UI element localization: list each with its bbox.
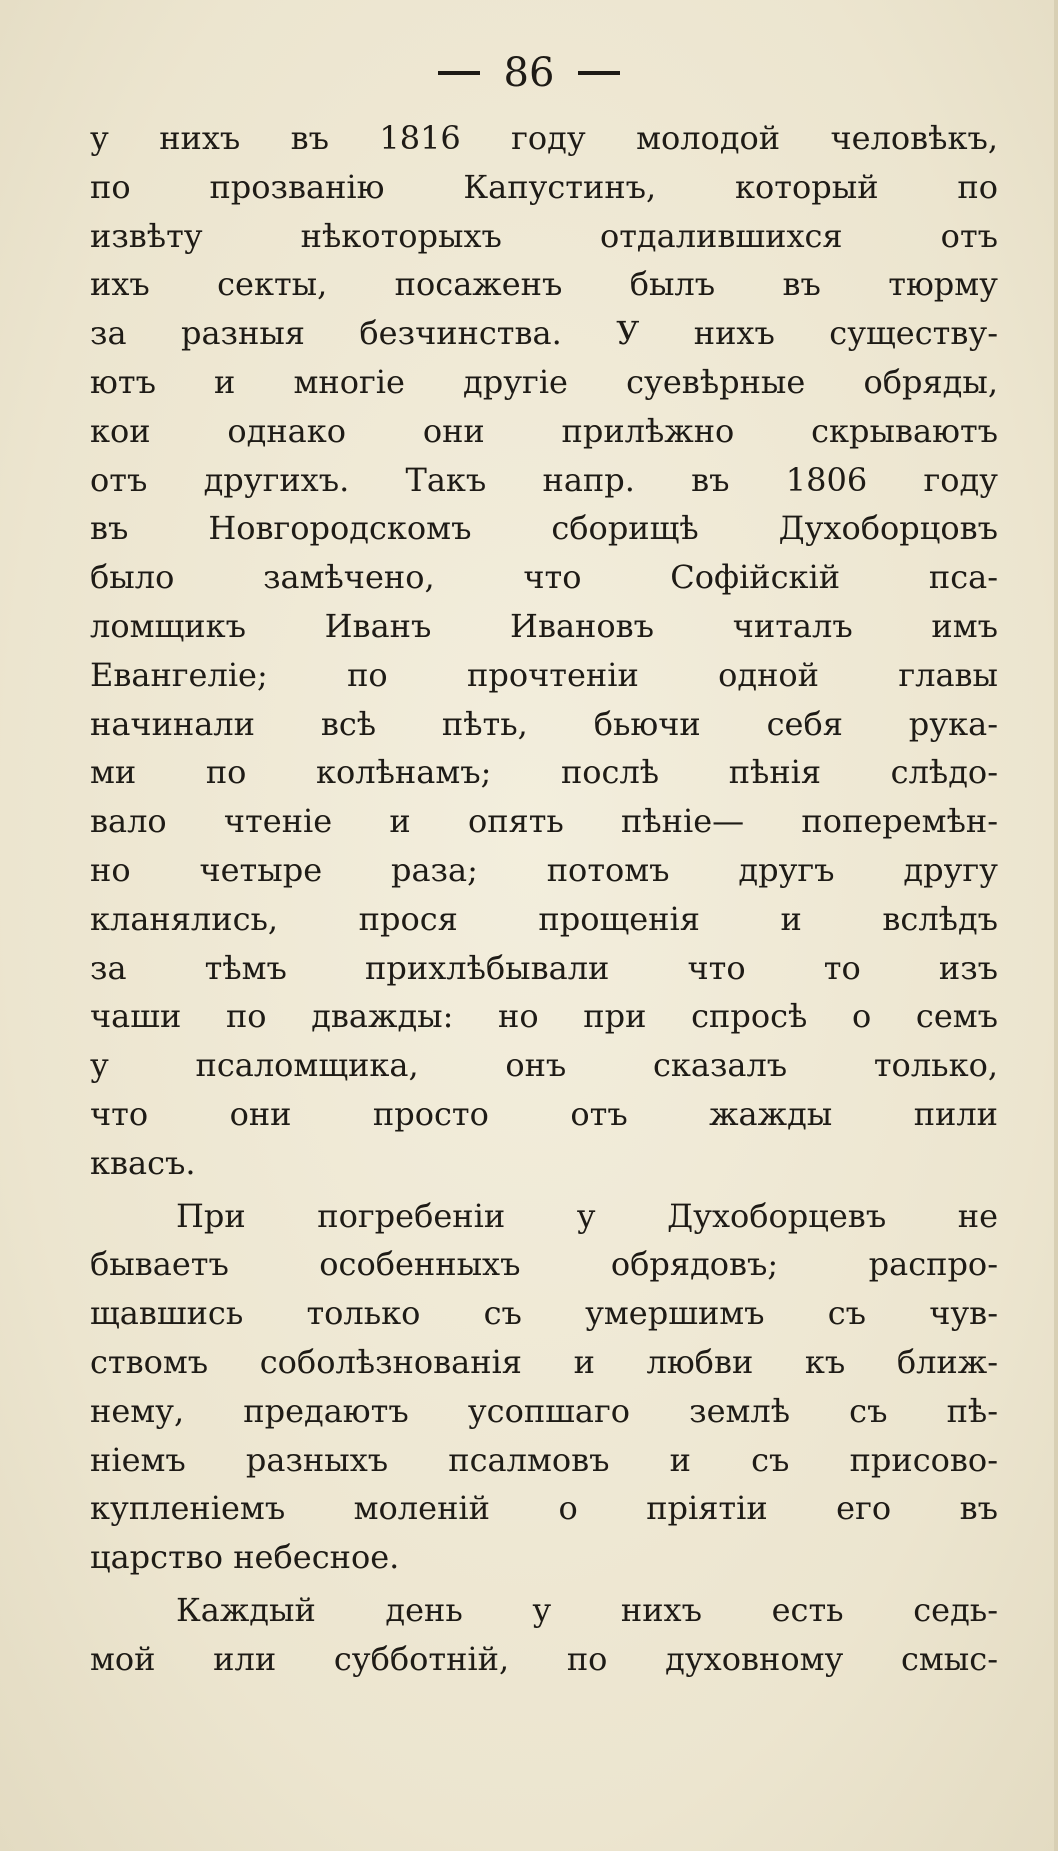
text-line: отъ другихъ. Такъ напр. въ 1806 году	[90, 460, 998, 499]
text-line: ломщикъ Иванъ Ивановъ читалъ имъ	[90, 606, 998, 645]
text-line: вало чтеніе и опять пѣніе— поперемѣн-	[90, 802, 998, 841]
body-text	[90, 114, 998, 1684]
page-number: 86	[503, 50, 555, 96]
text-line: квасъ.	[90, 1143, 196, 1182]
paragraph	[90, 1586, 998, 1684]
text-line: у псаломщика, онъ сказалъ только,	[90, 1046, 998, 1085]
text-line: у нихъ въ 1816 году молодой человѣкъ,	[90, 119, 998, 157]
text-line: что они просто отъ жажды пили	[90, 1094, 998, 1133]
text-line: въ Новгородскомъ сборищѣ Духоборцовъ	[90, 509, 998, 548]
text-line: щавшись только съ умершимъ съ чув-	[90, 1294, 998, 1333]
text-line: но четыре раза; потомъ другъ другу	[90, 850, 998, 889]
text-line: кланялись, прося прощенія и вслѣдъ	[90, 899, 998, 938]
text-line: бываетъ особенныхъ обрядовъ; распро-	[90, 1245, 998, 1284]
text-line: кои однако они прилѣжно скрываютъ	[90, 411, 998, 450]
page-header	[0, 48, 1058, 98]
text-line: ми по колѣнамъ; послѣ пѣнія слѣдо-	[90, 753, 998, 792]
text-line: ніемъ разныхъ псалмовъ и съ присово-	[90, 1440, 998, 1479]
paragraph	[90, 114, 998, 1188]
text-line: мой или субботній, по духовному смыс-	[90, 1639, 998, 1678]
right-dash	[578, 71, 620, 75]
text-line: царство небесное.	[90, 1538, 400, 1577]
text-line: Евангеліе; по прочтеніи одной главы	[90, 655, 998, 694]
text-line: купленіемъ моленій о пріятіи его въ	[90, 1489, 998, 1528]
text-line: нему, предаютъ усопшаго землѣ съ пѣ-	[90, 1391, 998, 1430]
text-line: было замѣчено, что Софійскій пса-	[90, 558, 998, 597]
text-line: ютъ и многіе другіе суевѣрные обряды,	[90, 362, 998, 401]
text-line: чаши по дважды: но при спросѣ о семъ	[90, 997, 998, 1036]
text-line: начинали всѣ пѣть, бьючи себя рука-	[90, 704, 998, 743]
text-line: ствомъ соболѣзнованія и любви къ ближ-	[90, 1342, 998, 1381]
left-dash	[438, 71, 480, 75]
text-line: за тѣмъ прихлѣбывали что то изъ	[90, 948, 998, 987]
text-line: При погребеніи у Духоборцевъ не	[176, 1196, 998, 1235]
page-edge	[1054, 0, 1058, 1851]
text-line: за разныя безчинства. У нихъ существу-	[90, 314, 998, 353]
text-line: извѣту нѣкоторыхъ отдалившихся отъ	[90, 216, 998, 255]
paragraph	[90, 1192, 998, 1582]
text-line: Каждый день у нихъ есть седь-	[176, 1590, 998, 1629]
text-line: по прозванію Капустинъ, который по	[90, 167, 998, 206]
text-line: ихъ секты, посаженъ былъ въ тюрму	[90, 265, 998, 304]
